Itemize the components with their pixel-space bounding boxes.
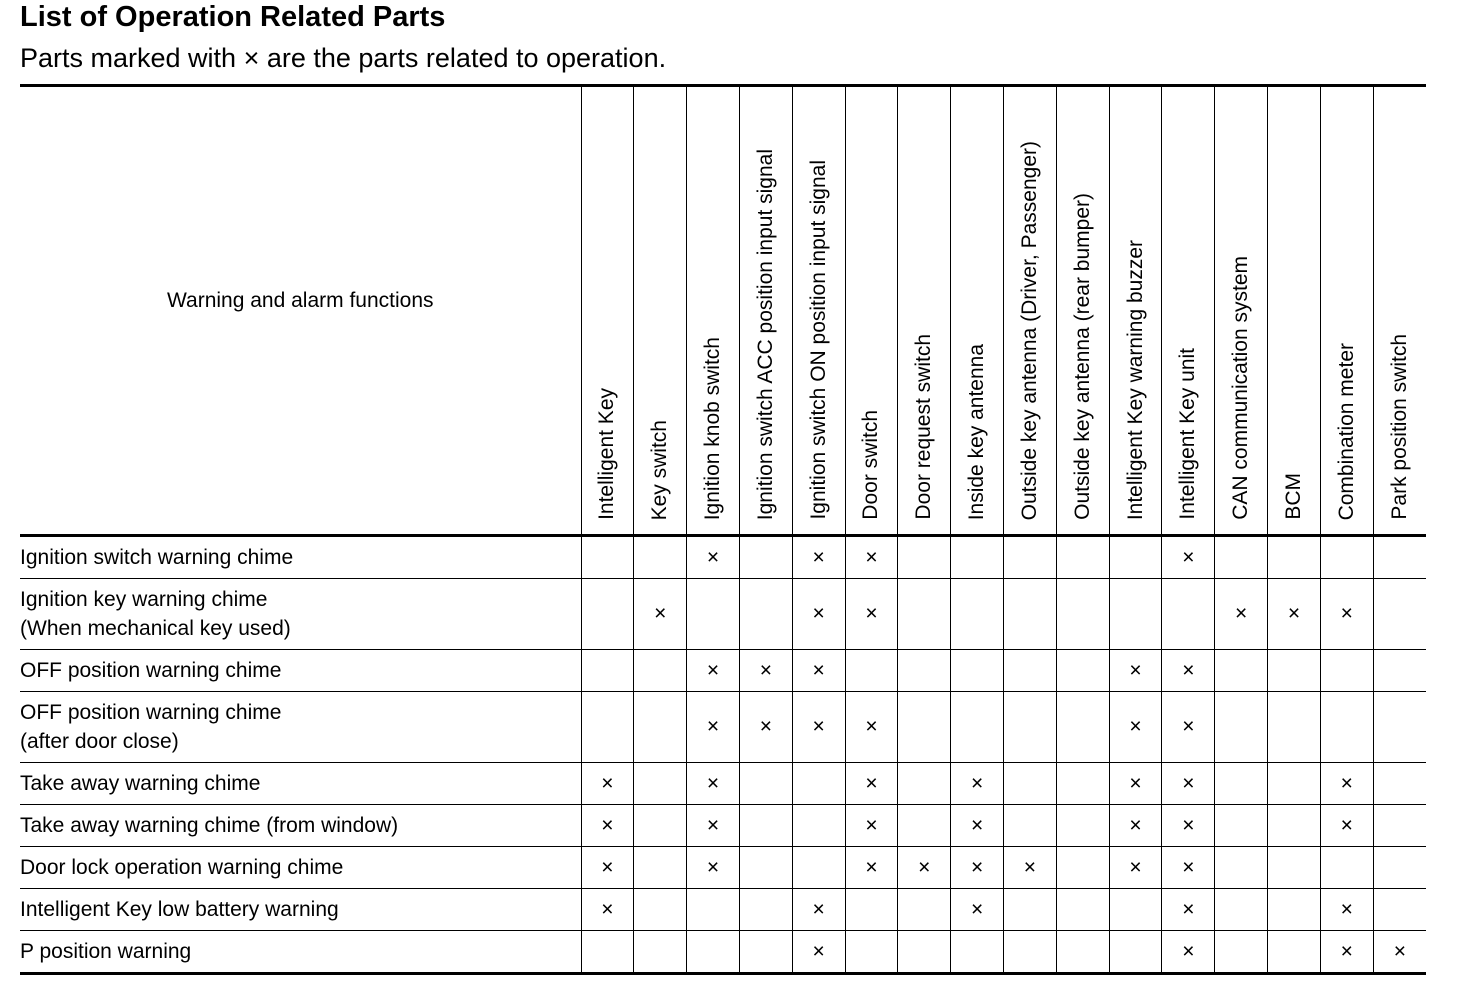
function-name-cell <box>20 763 581 805</box>
function-column-header-label: Warning and alarm functions <box>166 288 434 312</box>
related-mark-cell: × <box>951 889 1004 931</box>
part-column-label: Door request switch <box>912 334 936 520</box>
function-name-cell <box>20 889 581 931</box>
part-column-label: Intelligent Key unit <box>1176 348 1200 520</box>
empty-cell <box>739 579 792 650</box>
empty-cell <box>1109 889 1162 931</box>
empty-cell <box>1056 763 1109 805</box>
empty-cell <box>1215 763 1268 805</box>
empty-cell <box>634 805 687 847</box>
part-column-header <box>1162 86 1215 536</box>
related-mark-cell: × <box>1320 579 1373 650</box>
empty-cell <box>1215 692 1268 763</box>
empty-cell <box>634 536 687 579</box>
table-row <box>20 931 1426 974</box>
empty-cell <box>687 889 740 931</box>
empty-cell <box>1162 579 1215 650</box>
part-column-header <box>792 86 845 536</box>
part-column-header <box>898 86 951 536</box>
part-column-label: Outside key antenna (Driver, Passenger) <box>1017 140 1041 520</box>
related-mark-cell: × <box>792 579 845 650</box>
part-column-label: Outside key antenna (rear bumper) <box>1070 193 1094 520</box>
related-mark-cell: × <box>845 763 898 805</box>
related-mark-cell: × <box>581 847 634 889</box>
empty-cell <box>1056 650 1109 692</box>
related-mark-cell: × <box>1162 650 1215 692</box>
empty-cell <box>1215 536 1268 579</box>
empty-cell <box>739 805 792 847</box>
page-subtitle: Parts marked with × are the parts related to operation. <box>20 43 667 73</box>
empty-cell <box>1268 931 1321 974</box>
empty-cell <box>898 889 951 931</box>
related-mark-cell: × <box>845 805 898 847</box>
related-mark-cell: × <box>1109 650 1162 692</box>
related-mark-cell: × <box>792 692 845 763</box>
related-mark-cell: × <box>1109 805 1162 847</box>
empty-cell <box>898 536 951 579</box>
part-column-header <box>845 86 898 536</box>
related-mark-cell: × <box>1373 931 1426 974</box>
related-mark-cell: × <box>581 889 634 931</box>
related-mark-cell: × <box>739 650 792 692</box>
empty-cell <box>1215 650 1268 692</box>
empty-cell <box>1373 692 1426 763</box>
related-mark-cell: × <box>1162 536 1215 579</box>
empty-cell <box>898 805 951 847</box>
part-column-header <box>634 86 687 536</box>
table-row <box>20 847 1426 889</box>
related-mark-cell: × <box>845 536 898 579</box>
empty-cell <box>634 650 687 692</box>
part-column-label: Key switch <box>648 419 672 520</box>
empty-cell <box>898 579 951 650</box>
function-name-cell <box>20 692 581 763</box>
part-column-label: Ignition knob switch <box>701 336 725 520</box>
related-mark-cell: × <box>687 805 740 847</box>
part-column-header <box>1320 86 1373 536</box>
related-mark-cell: × <box>1162 931 1215 974</box>
part-column-header <box>1215 86 1268 536</box>
part-column-label: Combination meter <box>1334 342 1358 520</box>
empty-cell <box>1056 931 1109 974</box>
function-name-line: Door lock operation warning chime <box>20 856 344 879</box>
empty-cell <box>1320 650 1373 692</box>
part-column-label: Door switch <box>859 410 883 520</box>
empty-cell <box>1004 692 1057 763</box>
empty-cell <box>1268 847 1321 889</box>
empty-cell <box>1268 650 1321 692</box>
empty-cell <box>687 579 740 650</box>
empty-cell <box>1056 692 1109 763</box>
empty-cell <box>1373 889 1426 931</box>
empty-cell <box>1373 536 1426 579</box>
related-mark-cell: × <box>898 847 951 889</box>
empty-cell <box>1056 536 1109 579</box>
empty-cell <box>1268 536 1321 579</box>
part-column-header <box>581 86 634 536</box>
empty-cell <box>951 692 1004 763</box>
function-name-line: Take away warning chime <box>20 772 261 795</box>
related-mark-cell: × <box>845 692 898 763</box>
empty-cell <box>1268 889 1321 931</box>
table-row <box>20 692 1426 763</box>
part-column-label: Intelligent Key <box>595 388 619 520</box>
empty-cell <box>951 650 1004 692</box>
part-column-header <box>1373 86 1426 536</box>
empty-cell <box>1373 579 1426 650</box>
related-mark-cell: × <box>1162 847 1215 889</box>
empty-cell <box>739 536 792 579</box>
empty-cell <box>1373 805 1426 847</box>
related-mark-cell: × <box>1320 931 1373 974</box>
related-mark-cell: × <box>1162 889 1215 931</box>
related-mark-cell: × <box>1109 763 1162 805</box>
empty-cell <box>634 763 687 805</box>
function-name-line: (after door close) <box>20 730 179 753</box>
empty-cell <box>687 931 740 974</box>
empty-cell <box>845 889 898 931</box>
part-column-header <box>1268 86 1321 536</box>
empty-cell <box>845 650 898 692</box>
table-row <box>20 579 1426 650</box>
related-mark-cell: × <box>951 847 1004 889</box>
empty-cell <box>1004 579 1057 650</box>
empty-cell <box>1056 579 1109 650</box>
part-column-header <box>1056 86 1109 536</box>
empty-cell <box>1320 692 1373 763</box>
empty-cell <box>1004 536 1057 579</box>
empty-cell <box>951 579 1004 650</box>
part-column-label: Park position switch <box>1387 334 1411 520</box>
table-row <box>20 650 1426 692</box>
function-name-line: Intelligent Key low battery warning <box>20 898 339 921</box>
empty-cell <box>634 889 687 931</box>
table-header-row <box>20 86 1426 536</box>
related-mark-cell: × <box>687 847 740 889</box>
related-mark-cell: × <box>1004 847 1057 889</box>
empty-cell <box>1215 847 1268 889</box>
part-column-label: Inside key antenna <box>965 343 989 520</box>
related-mark-cell: × <box>1162 805 1215 847</box>
empty-cell <box>898 763 951 805</box>
empty-cell <box>581 931 634 974</box>
empty-cell <box>1109 536 1162 579</box>
part-column-label: CAN communication system <box>1229 256 1253 520</box>
related-mark-cell: × <box>951 763 1004 805</box>
empty-cell <box>1320 536 1373 579</box>
empty-cell <box>581 692 634 763</box>
related-mark-cell: × <box>845 847 898 889</box>
empty-cell <box>1004 889 1057 931</box>
related-mark-cell: × <box>1320 763 1373 805</box>
empty-cell <box>1215 889 1268 931</box>
empty-cell <box>1215 931 1268 974</box>
related-mark-cell: × <box>1162 692 1215 763</box>
empty-cell <box>792 763 845 805</box>
empty-cell <box>951 931 1004 974</box>
related-mark-cell: × <box>792 536 845 579</box>
function-name-line: P position warning <box>20 940 192 963</box>
function-name-cell <box>20 931 581 974</box>
empty-cell <box>951 536 1004 579</box>
related-mark-cell: × <box>792 650 845 692</box>
empty-cell <box>1373 763 1426 805</box>
empty-cell <box>792 805 845 847</box>
function-column-header <box>20 86 581 536</box>
table-row <box>20 763 1426 805</box>
empty-cell <box>1004 805 1057 847</box>
function-name-cell <box>20 536 581 579</box>
function-name-line: Ignition key warning chime <box>20 588 268 611</box>
page-title: List of Operation Related Parts <box>20 1 446 33</box>
empty-cell <box>1268 805 1321 847</box>
empty-cell <box>634 692 687 763</box>
empty-cell <box>1268 692 1321 763</box>
empty-cell <box>581 536 634 579</box>
related-mark-cell: × <box>687 763 740 805</box>
part-column-label: Ignition switch ACC position input signal <box>753 148 777 520</box>
empty-cell <box>792 847 845 889</box>
empty-cell <box>581 650 634 692</box>
empty-cell <box>845 931 898 974</box>
function-name-cell <box>20 805 581 847</box>
empty-cell <box>739 889 792 931</box>
empty-cell <box>634 931 687 974</box>
empty-cell <box>1109 579 1162 650</box>
empty-cell <box>898 931 951 974</box>
empty-cell <box>1109 931 1162 974</box>
related-mark-cell: × <box>739 692 792 763</box>
empty-cell <box>1373 847 1426 889</box>
function-name-cell <box>20 847 581 889</box>
related-mark-cell: × <box>1320 805 1373 847</box>
operation-parts-table <box>20 84 1426 975</box>
table-row <box>20 889 1426 931</box>
function-name-line: Ignition switch warning chime <box>20 546 294 569</box>
related-mark-cell: × <box>687 536 740 579</box>
related-mark-cell: × <box>845 579 898 650</box>
empty-cell <box>898 650 951 692</box>
related-mark-cell: × <box>1109 847 1162 889</box>
empty-cell <box>1056 847 1109 889</box>
empty-cell <box>739 847 792 889</box>
related-mark-cell: × <box>687 650 740 692</box>
related-mark-cell: × <box>687 692 740 763</box>
empty-cell <box>1320 847 1373 889</box>
related-mark-cell: × <box>1162 763 1215 805</box>
empty-cell <box>898 692 951 763</box>
table-row <box>20 536 1426 579</box>
related-mark-cell: × <box>581 805 634 847</box>
part-column-label: Intelligent Key warning buzzer <box>1123 239 1147 520</box>
empty-cell <box>739 763 792 805</box>
function-name-line: OFF position warning chime <box>20 659 282 682</box>
part-column-header <box>1004 86 1057 536</box>
part-column-header <box>687 86 740 536</box>
part-column-header <box>951 86 1004 536</box>
empty-cell <box>1056 805 1109 847</box>
related-mark-cell: × <box>1268 579 1321 650</box>
empty-cell <box>1268 763 1321 805</box>
related-mark-cell: × <box>581 763 634 805</box>
empty-cell <box>1004 931 1057 974</box>
related-mark-cell: × <box>792 931 845 974</box>
part-column-label: Ignition switch ON position input signal <box>806 160 830 520</box>
empty-cell <box>581 579 634 650</box>
function-name-line: Take away warning chime (from window) <box>20 814 399 837</box>
related-mark-cell: × <box>1215 579 1268 650</box>
empty-cell <box>1056 889 1109 931</box>
related-mark-cell: × <box>951 805 1004 847</box>
part-column-label: BCM <box>1281 473 1305 520</box>
related-mark-cell: × <box>1320 889 1373 931</box>
related-mark-cell: × <box>1109 692 1162 763</box>
empty-cell <box>1215 805 1268 847</box>
function-name-line: OFF position warning chime <box>20 701 282 724</box>
table-body <box>20 536 1426 974</box>
part-column-header <box>739 86 792 536</box>
empty-cell <box>1004 650 1057 692</box>
function-name-line: (When mechanical key used) <box>20 617 291 640</box>
related-mark-cell: × <box>634 579 687 650</box>
function-name-cell <box>20 579 581 650</box>
function-name-cell <box>20 650 581 692</box>
empty-cell <box>634 847 687 889</box>
empty-cell <box>739 931 792 974</box>
empty-cell <box>1004 763 1057 805</box>
part-column-header <box>1109 86 1162 536</box>
table-row <box>20 805 1426 847</box>
related-mark-cell: × <box>792 889 845 931</box>
empty-cell <box>1373 650 1426 692</box>
